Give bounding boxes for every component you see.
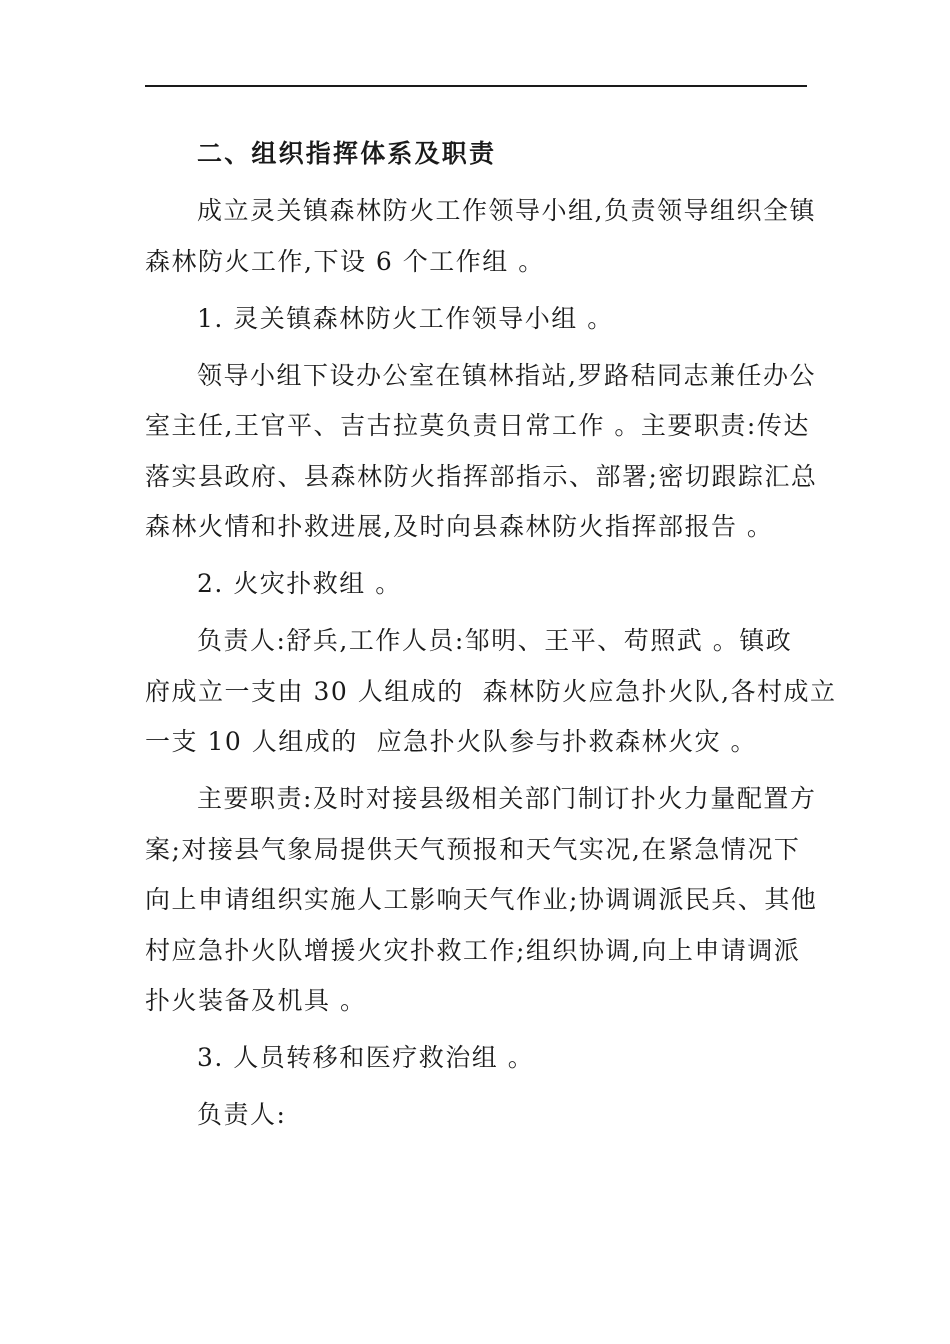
paragraph-line: 案;对接县气象局提供天气预报和天气实况,在紧急情况下 xyxy=(145,834,801,864)
item-title-leading-group: 1. 灵关镇森林防火工作领导小组 。 xyxy=(197,303,614,333)
paragraph-office-duties xyxy=(145,351,818,553)
paragraph-leading-group xyxy=(145,186,816,287)
paragraph-line: 扑火装备及机具 。 xyxy=(145,986,367,1015)
paragraph-line: 森林防火工作,下设 6 个工作组 。 xyxy=(145,246,545,276)
paragraph-line: 领导小组下设办公室在镇林指站,罗路秸同志兼任办公 xyxy=(197,360,816,390)
paragraph-line: 村应急扑火队增援火灾扑救工作;组织协调,向上申请调派 xyxy=(145,935,801,965)
paragraph-line: 负责人:舒兵,工作人员:邹明、王平、苟照武 。镇政 xyxy=(197,626,793,655)
document-body xyxy=(145,129,837,1141)
paragraph-firefighting-duties xyxy=(145,774,818,1027)
item-title-evacuation-medical: 3. 人员转移和医疗救治组 。 xyxy=(197,1043,535,1072)
paragraph-responsible-person: 负责人: xyxy=(197,1100,287,1129)
item-title-firefighting: 2. 火灾扑救组 。 xyxy=(197,569,402,598)
paragraph-line: 落实县政府、县森林防火指挥部指示、部署;密切跟踪汇总 xyxy=(145,461,818,491)
section-heading: 二、组织指挥体系及职责 xyxy=(197,139,497,168)
paragraph-line: 主要职责:及时对接县级相关部门制订扑火力量配置方 xyxy=(197,784,817,813)
paragraph-firefighting-staff xyxy=(145,616,837,768)
paragraph-line: 一支 10 人组成的 应急扑火队参与扑救森林火灾 。 xyxy=(145,727,758,756)
paragraph-line: 森林火情和扑救进展,及时向县森林防火指挥部报告 。 xyxy=(145,512,774,541)
header-rule xyxy=(145,85,807,87)
paragraph-line: 成立灵关镇森林防火工作领导小组,负责领导组织全镇 xyxy=(197,196,816,225)
paragraph-line: 向上申请组织实施人工影响天气作业;协调调派民兵、其他 xyxy=(145,885,818,914)
paragraph-line: 府成立一支由 30 人组成的 森林防火应急扑火队,各村成立 xyxy=(145,676,837,706)
paragraph-line: 室主任,王官平、吉古拉莫负责日常工作 。主要职责:传达 xyxy=(145,411,810,440)
